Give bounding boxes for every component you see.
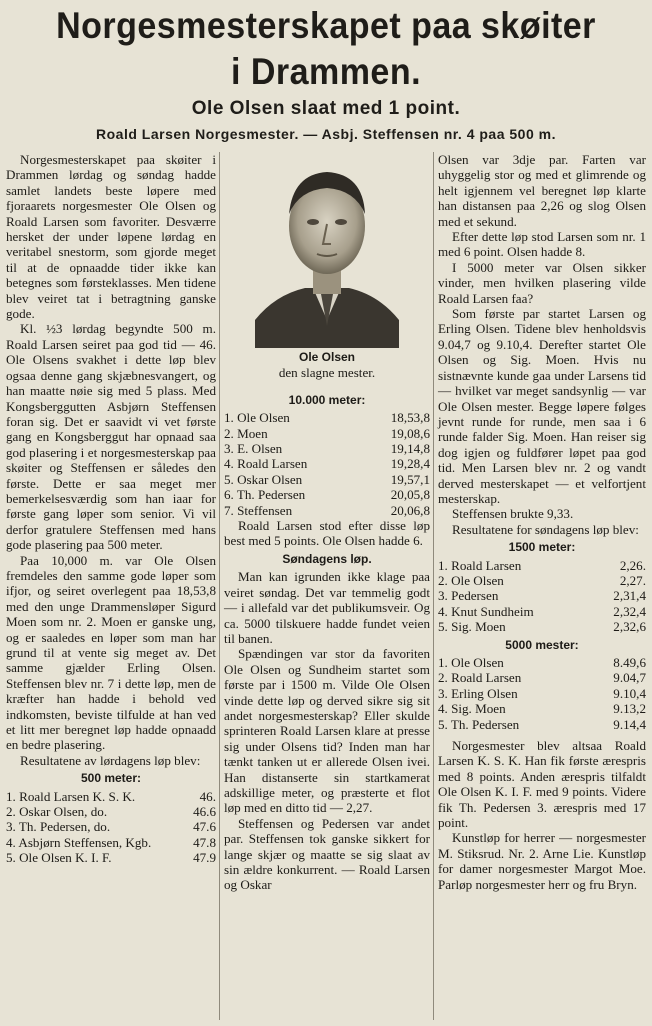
result-time: 20,05,8 — [390, 487, 430, 503]
result-row — [224, 487, 430, 502]
paragraph: Kunstløp for herrer — norgesmester M. Stiksrud. Nr. 2. Arne Lie. Kunstløp for damer norgesmester Margot Moe. Parløp norgesmester herr og fru Bryn. — [438, 830, 646, 892]
result-time: 47.8 — [193, 834, 216, 850]
result-row — [6, 850, 216, 865]
result-row — [438, 619, 646, 634]
result-time: 2,32,6 — [613, 619, 646, 635]
column-2 — [224, 160, 430, 893]
result-time: 2,31,4 — [613, 588, 646, 604]
result-name: 5. Oskar Olsen — [224, 471, 303, 487]
result-row — [438, 558, 646, 573]
paragraph: Spændingen var stor da favoriten Ole Olsen og Sundheim startet som første par i 1500 m. Vilde Ole Olsen vinde dette løp og derved sikre sig sit andet norgesmesterskap? Eller skulde sprinteren Roald Larsen klare at presse sig under Olsens tid? Inden man har tænkt tanken ut er allerede Olsen ivei. Han distanserte sin startkamerat adskillige meter, og præsterte et flot løp med en ditto tid — 2,27. — [224, 646, 430, 816]
result-row — [438, 588, 646, 603]
result-time: 46.6 — [193, 804, 216, 820]
portrait-image — [255, 160, 399, 348]
result-row — [438, 701, 646, 716]
result-time: 2,26. — [619, 557, 646, 573]
result-time: 47.9 — [193, 850, 216, 866]
paragraph: Man kan igrunden ikke klage paa veiret søndag. Det var temmelig godt — i allefald var det publikumsveir. Og ca. 5000 tilskuere hadde fundet veien til banen. — [224, 569, 430, 646]
result-time: 19,14,8 — [390, 441, 430, 457]
result-name: 3. Erling Olsen — [438, 685, 518, 701]
result-time: 2,32,4 — [613, 603, 646, 619]
result-name: 6. Th. Pedersen — [224, 487, 306, 503]
result-time: 9.14,4 — [613, 716, 646, 732]
result-row — [6, 804, 216, 819]
result-time: 46. — [199, 788, 216, 804]
result-name: 5. Ole Olsen K. I. F. — [6, 850, 112, 866]
result-name: 3. Th. Pedersen, do. — [6, 819, 111, 835]
result-row — [224, 410, 430, 425]
results-list-10000m — [224, 410, 430, 518]
result-time: 2,27. — [619, 572, 646, 588]
column-rule-2 — [433, 152, 434, 1020]
column-rule-1 — [219, 152, 220, 1020]
paragraph: Norgesmesterskapet paa skøiter i Drammen lørdag og søndag hadde samlet landets beste løpere med fjoraarets norgesmester Ole Olsen og Roald Larsen som favoriter. Desværre hersket der under løpene lørdag en veritabel snestorm, som gjorde meget til at de opnaadde tider ikke kan betegnes som førsteklasses. Men tidene blev veiret tat i betragtning ganske gode. — [6, 152, 216, 322]
result-name: 2. Ole Olsen — [438, 572, 504, 588]
column-1 — [6, 152, 216, 866]
paragraph: Steffensen brukte 9,33. — [452, 506, 574, 522]
paragraph: Efter dette løp stod Larsen som nr. 1 med 6 point. Olsen hadde 8. — [438, 229, 646, 260]
result-name: 4. Knut Sundheim — [438, 603, 534, 619]
result-name: 5. Sig. Moen — [438, 619, 506, 635]
results-list-500m — [6, 789, 216, 866]
result-row — [224, 503, 430, 518]
result-row — [438, 655, 646, 670]
results-heading-500m: 500 meter: — [80, 771, 142, 786]
result-name: 1. Roald Larsen K. S. K. — [6, 788, 136, 804]
headline-line2: i Drammen. — [230, 51, 421, 92]
result-time: 9.10,4 — [613, 685, 646, 701]
paragraph: Resultatene for søndagens løp blev: — [452, 521, 639, 537]
paragraph: I 5000 meter var Olsen sikker vinder, men hvilken plasering vilde Roald Larsen faa? — [438, 259, 646, 306]
result-name: 3. E. Olsen — [224, 441, 283, 457]
result-name: 2. Moen — [224, 425, 268, 441]
result-time: 19,57,1 — [390, 471, 430, 487]
result-time: 9.13,2 — [613, 701, 646, 717]
paragraph: Resultatene av lørdagens løp blev: — [20, 752, 201, 768]
photo-caption-text: den slagne mester. — [278, 365, 376, 381]
result-name: 4. Asbjørn Steffensen, Kgb. — [6, 834, 152, 850]
result-row — [224, 426, 430, 441]
portrait-photo — [255, 160, 399, 348]
paragraph: Kl. ½3 lørdag begyndte 500 m. Roald Larsen seiret paa god tid — 46. Ole Olsens svakhet i dette løp blev ogsaa denne gang skjæbnesvangert, og han maatte nøie sig med 5 plass. Med Kongsberggutten Asbjørn Steffensen foran sig. Det er saavidt vi vet første gang en Kongsberggut har opnaad saa god plasering i et norgesmesterskap paa skøiter og Steffensen er således den første. Dette er saa meget mer bemerkelsesværdig som han iaar for første gang løper som senior. Vi vil derfor gratulere Steffensen med hans gode plasering paa 500 meter. — [6, 321, 216, 553]
result-row — [6, 819, 216, 834]
result-name: 1. Roald Larsen — [438, 557, 522, 573]
result-name: 5. Th. Pedersen — [438, 716, 520, 732]
paragraph: Roald Larsen stod efter disse løp best med 5 points. Ole Olsen hadde 6. — [224, 518, 430, 549]
result-name: 1. Ole Olsen — [224, 410, 290, 426]
paragraph: Som første par startet Larsen og Erling Olsen. Tidene blev henholdsvis 9.04,7 og 9.10,4. Derefter startet Ole Olsen og Sig. Moen. Hvis nu sistnævnte kunde gaa under Larsens tid — hvilket var meget sandsynlig — var Ole Olsen mester. Begge løpere følges jevnt runde for runde, men saa i 6 runde falder Sig. Moen. Han reiser sig dog igjen og fuldfører løpet paa god tid. Men Larsen blev nr. 2 og vandt derved mesterskapet — et velfortjent mesterskap. — [438, 306, 646, 506]
result-name: 3. Pedersen — [438, 588, 499, 604]
result-row — [224, 456, 430, 471]
result-time: 20,06,8 — [390, 502, 430, 518]
paragraph: Norgesmester blev altsaa Roald Larsen K. S. K. Han fik første ærespris med 8 points. Anden ærespris tilfaldt Ole Olsen K. I. F. med 9 points. Videre fik Th. Pedersen 3. ærespris med 17 point. — [438, 738, 646, 831]
result-row — [438, 573, 646, 588]
deck: Roald Larsen Norgesmester. — Asbj. Steffensen nr. 4 paa 500 m. — [96, 126, 556, 142]
result-time: 19,28,4 — [390, 456, 430, 472]
headline-line1: Norgesmesterskapet paa skøiter — [56, 5, 596, 46]
result-row — [6, 789, 216, 804]
column-3 — [438, 152, 646, 892]
paragraph: Steffensen og Pedersen var andet par. Steffensen tok ganske sikkert for lange skjær og maatte se sig slaat av sin ældre konkurrent. — Roald Larsen og Oskar — [224, 815, 430, 893]
result-name: 4. Roald Larsen — [224, 456, 308, 472]
result-row — [438, 604, 646, 619]
result-time: 19,08,6 — [390, 425, 430, 441]
result-row — [224, 441, 430, 456]
result-name: 7. Steffensen — [224, 502, 293, 518]
result-name: 2. Oskar Olsen, do. — [6, 804, 108, 820]
results-heading-5000m: 5000 mester: — [505, 637, 579, 652]
result-row — [438, 717, 646, 732]
result-time: 9.04,7 — [613, 670, 646, 686]
results-heading-1500m: 1500 meter: — [508, 540, 576, 555]
result-row — [438, 686, 646, 701]
paragraph: Olsen var 3dje par. Farten var uhyggelig stor og med et glimrende og helt igjennem vel beregnet løp klarte han distansen paa 2,26 og slog Olsen med et sekund. — [438, 152, 646, 229]
result-time: 8.49,6 — [613, 655, 646, 670]
result-time: 18,53,8 — [390, 410, 430, 426]
result-time: 47.6 — [193, 819, 216, 835]
results-heading-10000m: 10.000 meter: — [288, 392, 366, 407]
paragraph: Paa 10,000 m. var Ole Olsen fremdeles den samme gode løper som ifjor, og seiret overlegent paa 18,53,8 med den unge Drammensløper Sigurd Moen som nr. 2. Moen er ganske ung, og er saaledes en løper som man har grund til at vente sig meget av. Det samme gjælder Erling Olsen. Steffensen blev nr. 7 i dette løp, men de kræfter han hadde i behold ved indkomsten, beviste tilfulde at han ved et litt mer beregnet løp hadde opnaadd en bedre plasering. — [6, 552, 216, 753]
result-row — [6, 835, 216, 850]
photo-caption-name: Ole Olsen — [298, 350, 356, 364]
result-name: 2. Roald Larsen — [438, 670, 522, 686]
result-name: 1. Ole Olsen — [438, 655, 504, 670]
result-row — [224, 472, 430, 487]
subhead: Ole Olsen slaat med 1 point. — [191, 98, 461, 119]
section-heading-sunday: Søndagens løp. — [282, 551, 372, 566]
results-list-5000m — [438, 655, 646, 732]
result-row — [438, 670, 646, 685]
result-name: 4. Sig. Moen — [438, 701, 506, 717]
results-list-1500m — [438, 558, 646, 635]
